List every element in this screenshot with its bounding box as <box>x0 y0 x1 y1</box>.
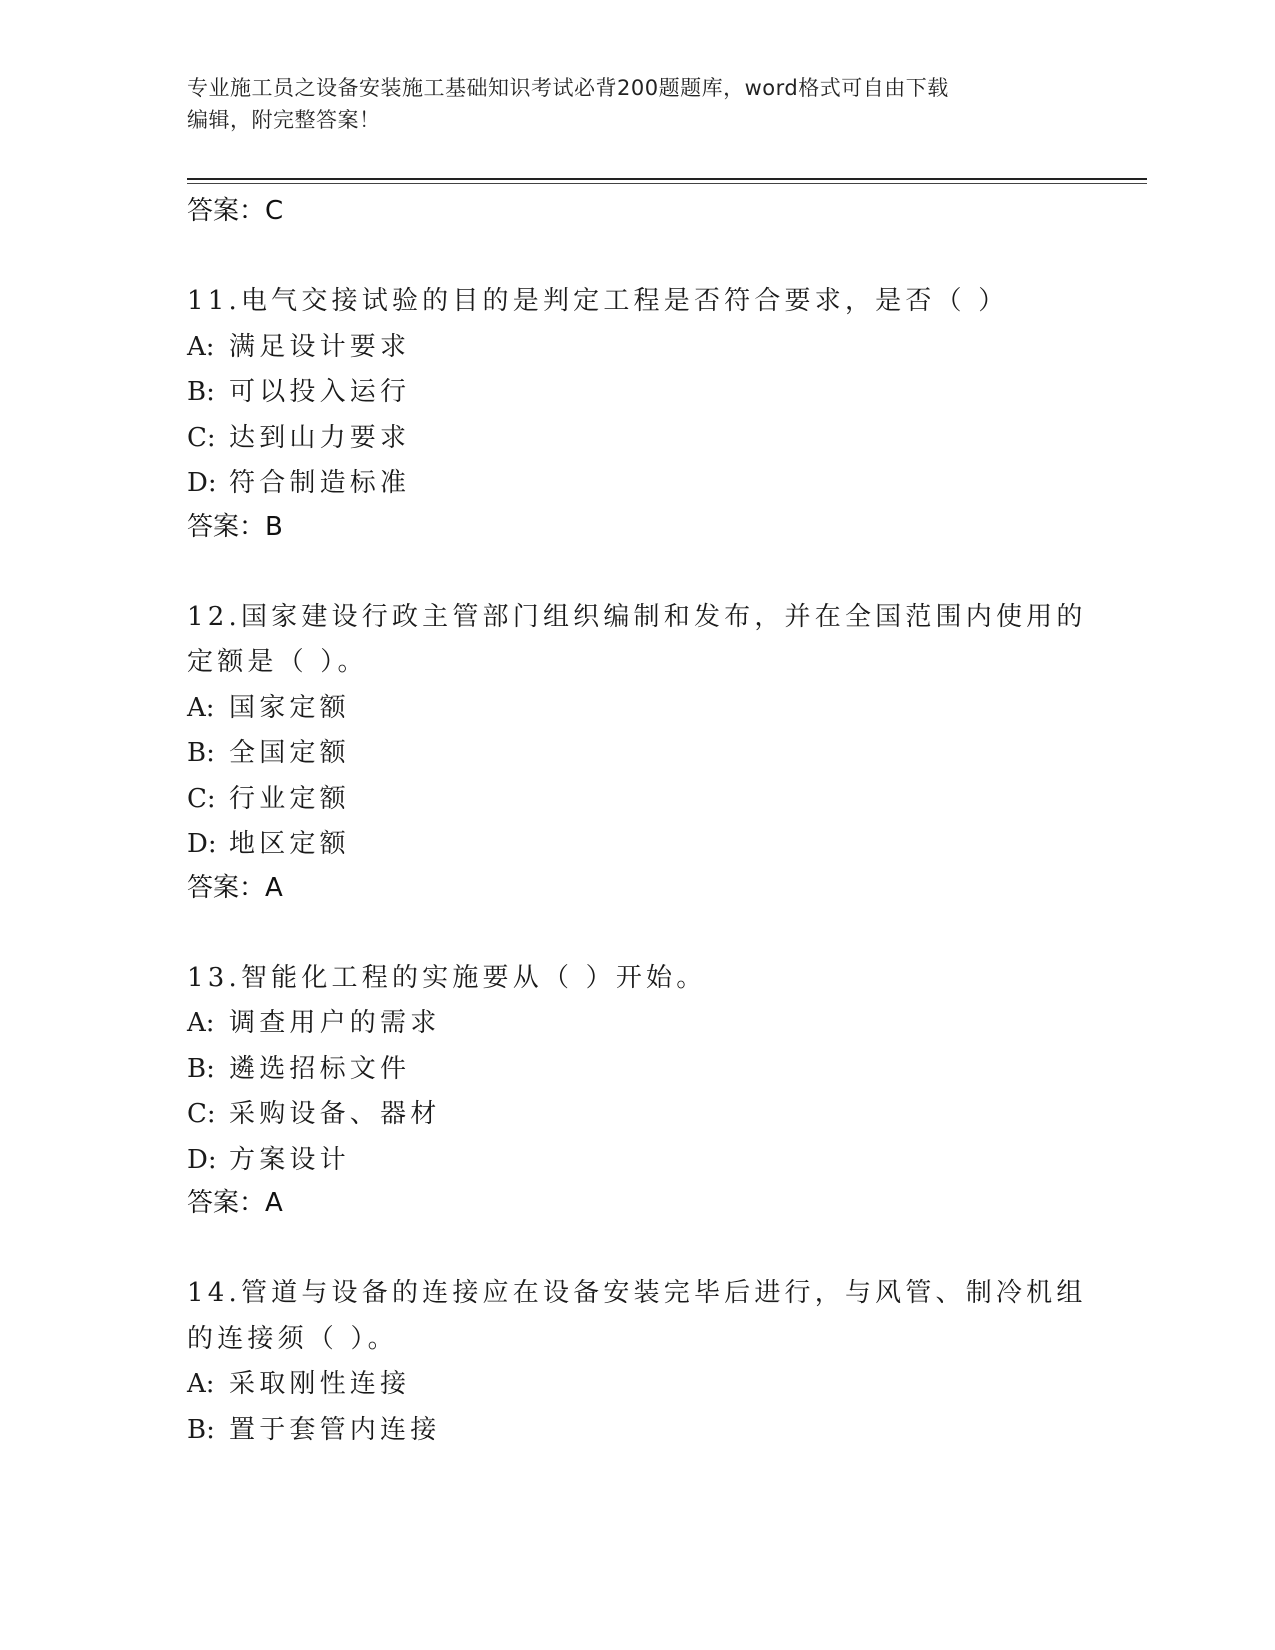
option-c <box>187 1092 1087 1138</box>
question-text: 14.管道与设备的连接应在设备安装完毕后进行，与风管、制冷机组的连接须（ ）。 <box>187 1278 1087 1354</box>
option-b <box>187 1047 1087 1093</box>
option-letter: C: <box>187 783 216 814</box>
question-block <box>187 956 1087 1224</box>
option-a <box>187 1001 1087 1047</box>
option-letter: C: <box>187 1099 216 1129</box>
option-a <box>187 686 1087 732</box>
question-text: 11.电气交接试验的目的是判定工程是否符合要求，是否（ ） <box>187 286 1009 316</box>
spacer <box>187 231 1087 277</box>
question-block <box>187 1271 1087 1453</box>
option-text: 方案设计 <box>229 1144 350 1175</box>
document-header <box>187 72 1067 136</box>
option-text: 全国定额 <box>229 738 350 768</box>
option-text: 遴选招标文件 <box>229 1053 411 1084</box>
option-letter: C: <box>187 422 216 453</box>
question-list <box>187 191 1087 1453</box>
option-text: 行业定额 <box>229 783 350 814</box>
answer-line: 答案：C <box>187 196 284 226</box>
option-b <box>187 1408 1087 1454</box>
header-divider-thick <box>187 178 1147 180</box>
option-letter: B: <box>187 738 215 768</box>
option-d <box>187 822 1087 868</box>
option-a <box>187 325 1087 371</box>
option-letter: A: <box>187 1008 215 1038</box>
option-letter: D: <box>187 829 217 859</box>
answer-line: 答案：A <box>187 872 283 903</box>
header-divider-thin <box>187 183 1147 184</box>
option-d <box>187 461 1087 507</box>
option-d <box>187 1138 1087 1184</box>
option-letter: A: <box>187 692 215 723</box>
answer-line: 答案：A <box>187 1188 283 1218</box>
option-text: 地区定额 <box>229 829 350 859</box>
option-text: 调查用户的需求 <box>229 1008 441 1038</box>
header-title-line1: 专业施工员之设备安装施工基础知识考试必背200题题库，word格式可自由下载 <box>187 76 949 100</box>
option-letter: B: <box>187 1414 215 1445</box>
option-b <box>187 370 1087 416</box>
question-text: 13.智能化工程的实施要从（ ）开始。 <box>187 962 707 993</box>
spacer <box>187 1223 1087 1269</box>
option-text: 采取刚性连接 <box>229 1369 411 1399</box>
option-text: 可以投入运行 <box>229 377 411 407</box>
question-text: 12.国家建设行政主管部门组织编制和发布，并在全国范围内使用的定额是（ ）。 <box>187 601 1087 677</box>
option-b <box>187 731 1087 777</box>
header-title-line2: 编辑，附完整答案！ <box>187 108 381 132</box>
option-c <box>187 777 1087 823</box>
option-letter: A: <box>187 331 215 362</box>
question-block <box>187 595 1087 908</box>
spacer <box>187 547 1087 593</box>
option-c <box>187 416 1087 462</box>
option-letter: D: <box>187 468 217 498</box>
option-a <box>187 1362 1087 1408</box>
spacer <box>187 908 1087 954</box>
option-text: 国家定额 <box>229 692 350 723</box>
option-text: 达到山力要求 <box>229 422 411 453</box>
option-text: 置于套管内连接 <box>229 1414 441 1445</box>
option-text: 采购设备、器材 <box>229 1099 441 1129</box>
option-text: 满足设计要求 <box>229 331 411 362</box>
question-block <box>187 279 1087 547</box>
option-letter: B: <box>187 377 215 407</box>
answer-line: 答案：B <box>187 511 283 542</box>
option-text: 符合制造标准 <box>229 468 411 498</box>
option-letter: A: <box>187 1369 215 1399</box>
option-letter: B: <box>187 1053 215 1084</box>
option-letter: D: <box>187 1144 217 1175</box>
